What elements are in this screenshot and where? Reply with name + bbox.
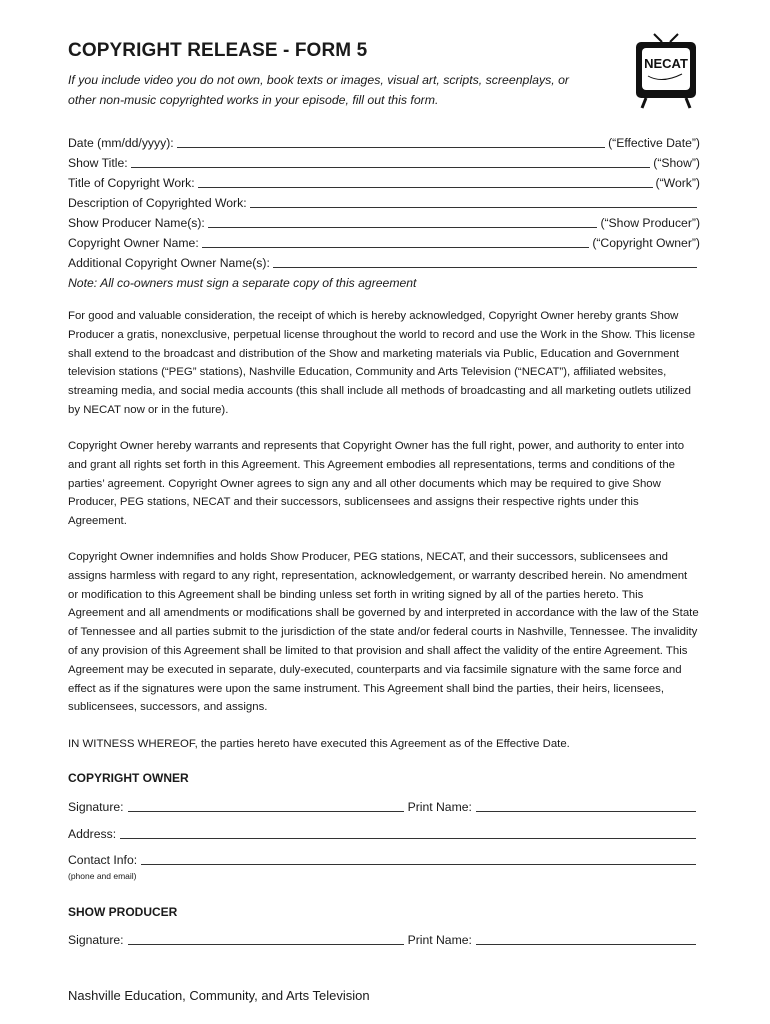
owner-address-field[interactable] (120, 824, 696, 839)
owner-address-row (68, 824, 700, 844)
work-title-tag: (“Work”) (655, 176, 700, 190)
necat-tv-logo (632, 32, 700, 110)
owner-contact-field[interactable] (141, 850, 696, 865)
owner-address-label: Address: (68, 827, 117, 841)
owner-signature-label: Signature: (68, 800, 124, 814)
show-producer-heading: SHOW PRODUCER (68, 905, 178, 919)
owner-contact-label: Contact Info: (68, 853, 138, 867)
owner-signature-row (68, 797, 700, 817)
work-title-label: Title of Copyright Work: (68, 176, 195, 190)
description-row (68, 193, 700, 213)
witness-paragraph: IN WITNESS WHEREOF, the parties hereto have executed this Agreement as of the Effective Date. (68, 738, 570, 750)
description-label: Description of Copyrighted Work: (68, 196, 247, 210)
intro-line-1: If you include video you do not own, book texts or images, visual art, scripts, screenplays, or (68, 73, 570, 87)
additional-owner-field[interactable] (273, 253, 697, 268)
owner-field[interactable] (202, 233, 590, 248)
form-fields (68, 133, 700, 293)
additional-owner-row (68, 253, 700, 273)
producer-print-name-field[interactable] (476, 930, 696, 945)
logo-text: NECAT (644, 56, 688, 71)
intro-line-2: other non-music copyrighted works in your episode, fill out this form. (68, 93, 439, 107)
producer-tag: (“Show Producer”) (600, 216, 700, 230)
owner-contact-row (68, 850, 700, 870)
footer-text: Nashville Education, Community, and Arts Television (68, 988, 370, 1003)
work-title-row (68, 173, 700, 193)
work-title-field[interactable] (198, 173, 653, 188)
warranty-paragraph: Copyright Owner hereby warrants and represents that Copyright Owner has the full right, power, and authority to enter into and grant all rights set forth in this Agreement. This Agreement embodies all representations, terms and conditions of the parties’ agreement. Copyright Owner agrees to sign any and all other documents which may be required to give Show Producer, PEG stations, NECAT and their successors, sublicensees and assigns their respective rights under this Agreement. (68, 440, 685, 528)
description-field[interactable] (250, 193, 697, 208)
copyright-owner-heading: COPYRIGHT OWNER (68, 771, 189, 785)
date-field[interactable] (177, 133, 605, 148)
producer-signature-label: Signature: (68, 933, 124, 947)
date-row (68, 133, 700, 153)
show-title-row (68, 153, 700, 173)
additional-owner-label: Additional Copyright Owner Name(s): (68, 256, 270, 270)
form-intro (68, 70, 628, 110)
co-owner-note: Note: All co-owners must sign a separate copy of this agreement (68, 276, 417, 290)
contact-hint: (phone and email) (68, 871, 137, 881)
owner-tag: (“Copyright Owner”) (592, 236, 700, 250)
owner-signature-field[interactable] (128, 797, 404, 812)
date-tag: (“Effective Date”) (608, 136, 700, 150)
form-title: COPYRIGHT RELEASE - FORM 5 (68, 40, 368, 61)
owner-row (68, 233, 700, 253)
owner-label: Copyright Owner Name: (68, 236, 199, 250)
producer-print-name-label: Print Name: (407, 933, 472, 947)
show-title-label: Show Title: (68, 156, 128, 170)
indemnity-paragraph: Copyright Owner indemnifies and holds Show Producer, PEG stations, NECAT, and their successors, sublicensees and assigns harmless with regard to any right, representation, acknowledgement, or warranty described herein. No amendment or modification to this Agreement shall be binding unless set forth in writing signed by all of the parties hereto. This Agreement and all amendments or modifications shall be governed by and interpreted in accordance with the law of the State of Tennessee and all parties submit to the jurisdiction of the state and/or federal courts in Nashville, Tennessee. The invalidity of any provision of this Agreement shall be limited to that provision and shall affect the validity of the entire Agreement. This Agreement may be executed in separate, duly-executed, counterparts and via facsimile signature with the same force and effect as if the signatures were upon the same instrument. This Agreement shall bind the parties, their heirs, licensees, sublicensees, successors, and assigns. (68, 551, 699, 714)
producer-signature-row (68, 930, 700, 950)
producer-field[interactable] (208, 213, 598, 228)
owner-print-name-field[interactable] (476, 797, 696, 812)
show-title-field[interactable] (131, 153, 651, 168)
show-title-tag: (“Show”) (653, 156, 700, 170)
license-paragraph: For good and valuable consideration, the receipt of which is hereby acknowledged, Copyright Owner hereby grants Show Producer a gratis, nonexclusive, perpetual license throughout the world to record and use the Work in the Show. This license shall extend to the broadcast and distribution of the Show and marketing materials via Public, Education and Government television stations (“PEG” stations), Nashville Education, Community and Arts Television (“NECAT”), affiliated websites, streaming media, and social media accounts (this shall include all methods of broadcasting and all marketing outlets utilized by NECAT now or in the future). (68, 310, 696, 416)
producer-signature-field[interactable] (128, 930, 404, 945)
date-label: Date (mm/dd/yyyy): (68, 136, 174, 150)
owner-print-name-label: Print Name: (407, 800, 472, 814)
producer-row (68, 213, 700, 233)
producer-label: Show Producer Name(s): (68, 216, 205, 230)
